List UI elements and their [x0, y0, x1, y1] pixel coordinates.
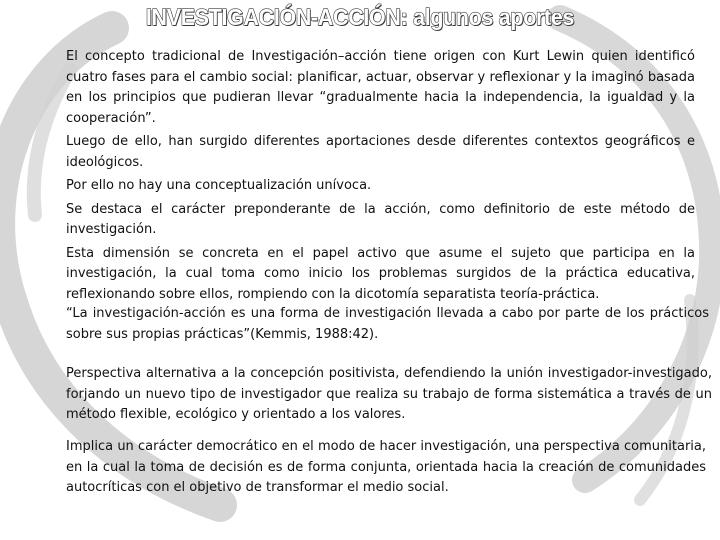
paragraph-contributions: Luego de ello, han surgido diferentes aportaciones desde diferentes contextos geográficos e ideológicos.	[66, 134, 695, 170]
paragraph-active-subject: Esta dimensión se concreta en el papel activo que asume el sujeto que participa en la investigación, la cual toma como inicio los problemas surgidos de la práctica educativa, reflexionando sobre ellos, rompiendo con la dicotomía separatista teoría-práctica.	[66, 245, 695, 302]
paragraph-action-character: Se destaca el carácter preponderante de la acción, como definitorio de este método de investigación.	[66, 201, 695, 237]
paragraph-democratic-character: Implica un carácter democrático en el modo de hacer investigación, una perspectiva comunitaria, en la cual la toma de decisión es de forma conjunta, orientada hacia la creación de comunidades autocríticas con el objetivo de transformar el medio social.	[66, 439, 706, 495]
intro-paragraphs	[66, 47, 695, 308]
paragraph-lewin-origin: El concepto tradicional de Investigación–acción tiene origen con Kurt Lewin quien identificó cuatro fases para el cambio social: planificar, actuar, observar y reflexionar y la imaginó basada en los principios que pudieran llevar “gradualmente hacia la independencia, la igualdad y la cooperación”.	[66, 49, 695, 126]
kemmis-quote: “La investigación-acción es una forma de investigación llevada a cabo por parte de los prácticos sobre sus propias prácticas”(Kemmis, 1988:42).	[66, 306, 709, 342]
paragraph-no-univocal-concept: Por ello no hay una conceptualización unívoca.	[66, 178, 372, 193]
paragraph-alternative-perspective: Perspectiva alternativa a la concepción positivista, defendiendo la unión investigador-investigado, forjando un nuevo tipo de investigador que realiza su trabajo de forma sistemática a través de un método flexible, ecológico y orientado a los valores.	[66, 366, 712, 422]
slide-title: INVESTIGACIÓN-ACCIÓN: algunos aportes	[145, 4, 575, 30]
